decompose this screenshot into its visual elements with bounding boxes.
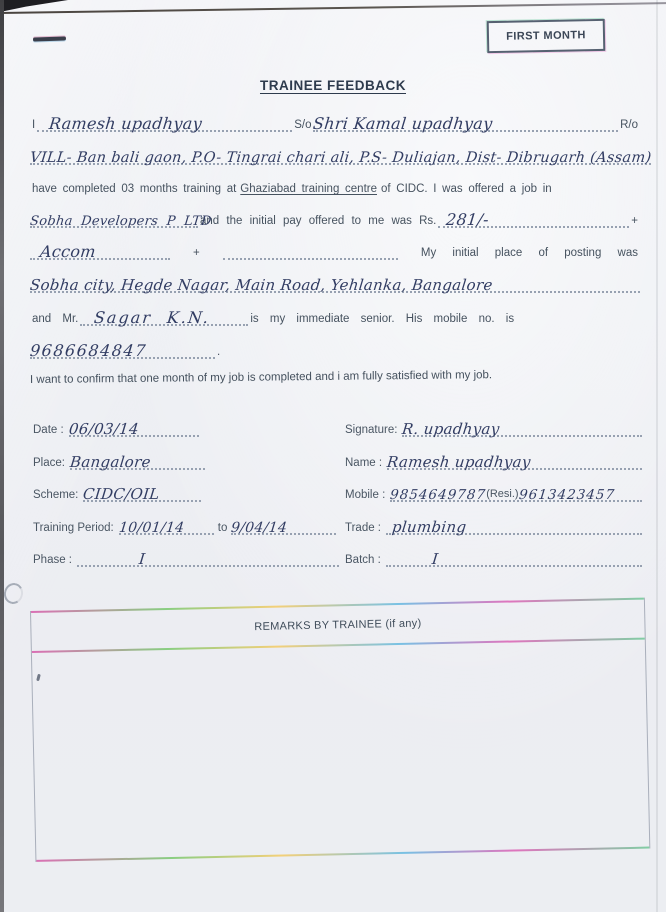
word-so: S/o	[294, 119, 312, 131]
plus-sign-1: +	[631, 215, 638, 227]
feedback-paragraph	[29, 99, 653, 386]
batch-row	[345, 547, 642, 567]
completed-text-pre: have completed 03 months training at	[32, 183, 237, 195]
signature-label: Signature:	[345, 424, 398, 436]
name-row	[345, 450, 642, 470]
pay-field	[438, 194, 629, 228]
trade-label: Trade :	[345, 521, 382, 534]
remarks-body	[32, 640, 649, 858]
training-to-field	[231, 513, 336, 535]
scheme-row	[33, 482, 345, 502]
training-period-row	[33, 515, 345, 535]
line-senior-mobile	[30, 326, 640, 359]
senior-text-pre: and Mr.	[32, 313, 79, 325]
posting-handwritten: Sobha city, Hegde Nagar, Main Road, Yehlanka, Bangalore	[29, 276, 494, 294]
confirmation-sentence: I want to confirm that one month of my job is completed and i am fully satisfied with my job.	[29, 369, 493, 386]
details-section	[33, 417, 642, 580]
phase-row	[33, 547, 345, 567]
senior-name-field	[80, 291, 248, 326]
batch-field	[386, 545, 642, 567]
word-ro: R/o	[620, 119, 638, 131]
place-handwritten: Bangalore	[69, 452, 152, 471]
scan-edge-left	[0, 0, 4, 912]
to-word: to	[217, 521, 228, 534]
scheme-field	[83, 480, 201, 502]
phase-label: Phase :	[33, 554, 72, 566]
first-month-stamp-box	[487, 19, 606, 53]
name-label: Name :	[345, 456, 383, 469]
resi-label: (Resi.)	[486, 488, 519, 500]
trade-field	[386, 513, 642, 535]
senior-mobile-handwritten: 9686684847	[29, 341, 148, 360]
date-label: Date :	[33, 424, 64, 436]
address-field	[30, 130, 651, 165]
scheme-label: Scheme:	[33, 489, 79, 501]
name-handwritten: Ramesh upadhyay	[386, 452, 532, 471]
senior-text-post: is my immediate senior. His mobile no. is	[250, 313, 515, 325]
place-row	[33, 450, 345, 470]
mobile-handwritten: 9854649787	[389, 486, 488, 503]
details-left-column	[33, 417, 345, 580]
mobile-label: Mobile :	[345, 489, 386, 501]
place-label: Place:	[33, 456, 65, 469]
training-period-label: Training Period:	[33, 521, 114, 534]
completed-text-post: of CIDC. I was offered a job in	[381, 183, 552, 195]
date-row	[33, 417, 345, 437]
centre-name: Ghaziabad training centre	[240, 183, 377, 195]
date-field	[69, 415, 199, 437]
address-handwritten: VILL- Ban bali gaon, P.O- Tingrai chari ali, P.S- Duliajan, Dist- Dibrugarh (Assam)	[29, 149, 653, 166]
remarks-header-text: REMARKS BY TRAINEE (if any)	[254, 617, 422, 634]
signature-handwritten: R. upadhyay	[401, 420, 501, 438]
posting-sentence: My initial place of posting was	[420, 247, 638, 259]
name-field	[387, 448, 642, 470]
training-from-field	[119, 513, 214, 535]
line-posting-place	[30, 260, 640, 293]
pay-sentence: and the initial pay offered to me was Rs.	[200, 215, 437, 227]
paper-fold-line	[0, 2, 666, 14]
form-title	[0, 77, 666, 95]
batch-handwritten: I	[430, 550, 440, 568]
company-field	[29, 194, 213, 229]
first-month-stamp-label: FIRST MONTH	[506, 29, 586, 43]
allowance-handwritten: Accom	[39, 242, 97, 261]
senior-mobile-field	[30, 324, 215, 359]
line-allowance	[30, 228, 640, 260]
allowance-field	[30, 226, 170, 260]
line-training-centre	[30, 165, 640, 196]
pen-dash-mark	[33, 36, 66, 41]
trainee-name-handwritten: Ramesh upadhyay	[48, 114, 204, 133]
company-handwritten: Sobha Developers P LTD	[29, 214, 213, 229]
scheme-handwritten: CIDC/OIL	[82, 485, 161, 503]
signature-row	[345, 417, 642, 437]
trainee-name-field	[37, 97, 292, 132]
line-senior	[30, 293, 640, 326]
line-name	[30, 99, 640, 132]
senior-name-handwritten: Sagar K.N.	[93, 308, 212, 327]
training-to-handwritten: 9/04/14	[230, 519, 289, 536]
details-right-column	[345, 417, 642, 580]
pay-handwritten: 281/-	[445, 210, 491, 229]
date-handwritten: 06/03/14	[67, 420, 140, 438]
sentence-period: .	[217, 346, 221, 358]
plus-sign-2: +	[193, 247, 200, 259]
phase-handwritten: I	[138, 550, 147, 568]
batch-label: Batch :	[345, 554, 381, 566]
trade-row	[345, 515, 642, 535]
father-name-field	[313, 97, 618, 132]
line-address	[29, 132, 653, 166]
mobile-field	[390, 480, 642, 502]
remarks-box	[30, 598, 650, 862]
blank-field	[223, 226, 398, 260]
line-company-pay	[30, 196, 640, 228]
signature-field	[402, 415, 642, 437]
phase-field	[77, 545, 339, 567]
ring-smudge-artifact	[2, 581, 26, 606]
training-from-handwritten: 10/01/14	[117, 519, 185, 536]
word-i: I	[32, 119, 36, 131]
place-field	[70, 448, 205, 470]
form-title-text: TRAINEE FEEDBACK	[259, 78, 406, 93]
resi-mobile-handwritten: 9613423457	[517, 486, 616, 503]
posting-field	[30, 258, 640, 293]
father-name-handwritten: Shri Kamal upadhyay	[312, 114, 495, 133]
trade-handwritten: plumbing	[391, 517, 468, 536]
paper-right-fold	[656, 0, 658, 912]
mobile-row	[345, 482, 642, 502]
